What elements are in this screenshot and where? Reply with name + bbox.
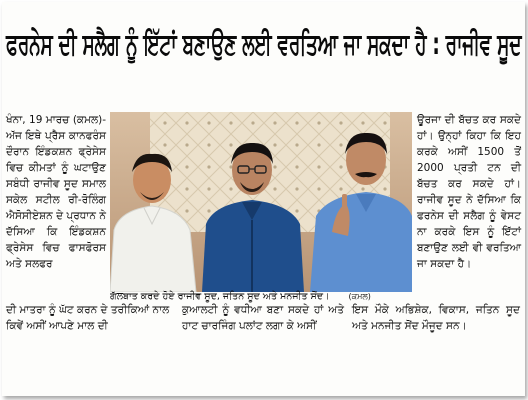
left-column-body: ਅੱਜ ਇਥੇ ਪ੍ਰੈਸ ਕਾਨਫਰੰਸ ਦੌਰਾਨ ਇੰਡਕਸ਼ਨ ਫ੍ਰੇਸੇਸ ਵਿਚ ਕੀਮਤਾਂ ਨੂੰ ਘਟਾਉਣ ਸਬੰਧੀ ਰਾਜੀਵ ਸੂਦ ਸਮਾਲ ਸਕੇਲ ਸਟੀਲ ਰੀ-ਰੋਲਿੰਗ ਐਸੋਸੀਏਸ਼ਨ ਦੇ ਪ੍ਰਧਾਨ ਨੇ ਦੱਸਿਆ ਕਿ ਇੰਡਕਸ਼ਨ ਫ੍ਰੇਸੇਸ ਵਿਚ ਫਾਸਫੋਰਸ ਅਤੇ ਸਲਫਰ xyxy=(6,130,106,270)
photo-caption: ਗੱਲਬਾਤ ਕਰਦੇ ਹੋਏ ਰਾਜੀਵ ਸੂਦ, ਜਤਿਨ ਸੂਦ ਅਤੇ ਮਨਜੀਤ ਸੋਂਦ। xyxy=(110,291,330,302)
bottom-middle-text: ਕੁਆਲਟੀ ਨੂੰ ਵਧੀਆ ਬਣਾ ਸਕਦੇ ਹਾਂ ਅਤੇ ਹਾਟ ਚਾਰਜਿੰਗ ਪਲਾਂਟ ਲਗਾ ਕੇ ਅਸੀਂ xyxy=(182,304,344,332)
left-column-text xyxy=(6,112,106,272)
left-column xyxy=(6,112,106,332)
bottom-right-text: ਇਸ ਮੌਕੇ ਅਭਿਸ਼ੇਕ, ਵਿਕਾਸ, ਜਤਿਨ ਸੂਦ ਅਤੇ ਮਨਜੀਤ ਸੋਂਦ ਮੌਜੂਦ ਸਨ। xyxy=(352,304,520,332)
dateline: ਖੰਨਾ, 19 ਮਾਰਚ xyxy=(6,114,70,126)
news-photo-image xyxy=(110,112,412,292)
newspaper-clipping xyxy=(2,2,525,396)
right-column-text: ਊਰਜਾ ਦੀ ਬੱਚਤ ਕਰ ਸਕਦੇ ਹਾਂ। ਉਨ੍ਹਾਂ ਕਿਹਾ ਕਿ ਇਹ ਕਰਕੇ ਅਸੀਂ 1500 ਤੋਂ 2000 ਪ੍ਰਤੀ ਟਨ ਦੀ ਬੱਚਤ ਕਰ ਸਕਦੇ ਹਾਂ। ਰਾਜੀਵ ਸੂਦ ਨੇ ਦੱਸਿਆ ਕਿ ਫਰਨੇਸ ਦੀ ਸਲੈਗ ਨੂੰ ਵੇਸਟ ਨਾ ਕਰਕੇ ਇਸ ਨੂੰ ਇੱਟਾਂ ਬਣਾਉਣ ਲਈ ਵੀ ਵਰਤਿਆ ਜਾ ਸਕਦਾ ਹੈ। xyxy=(417,114,521,270)
agency: (ਕਮਲ)- xyxy=(72,114,106,126)
photo-credit: (ਕਮਲ) xyxy=(348,292,371,301)
news-photo xyxy=(110,112,412,292)
bottom-left-text: ਦੀ ਮਾਤਰਾ ਨੂੰ ਘੱਟ ਕਰਨ ਦੇ ਤਰੀਕਿਆਂ ਨਾਲ ਕਿਵੇਂ ਅਸੀਂ ਆਪਣੇ ਮਾਲ ਦੀ xyxy=(6,304,170,332)
headline: ਫਰਨੇਸ ਦੀ ਸਲੈਗ ਨੂੰ ਇੱਟਾਂ ਬਣਾਉਣ ਲਈ ਵਰਤਿਆ ਜਾ ਸਕਦਾ ਹੈ : ਰਾਜੀਵ ਸੂਦ xyxy=(6,27,522,62)
